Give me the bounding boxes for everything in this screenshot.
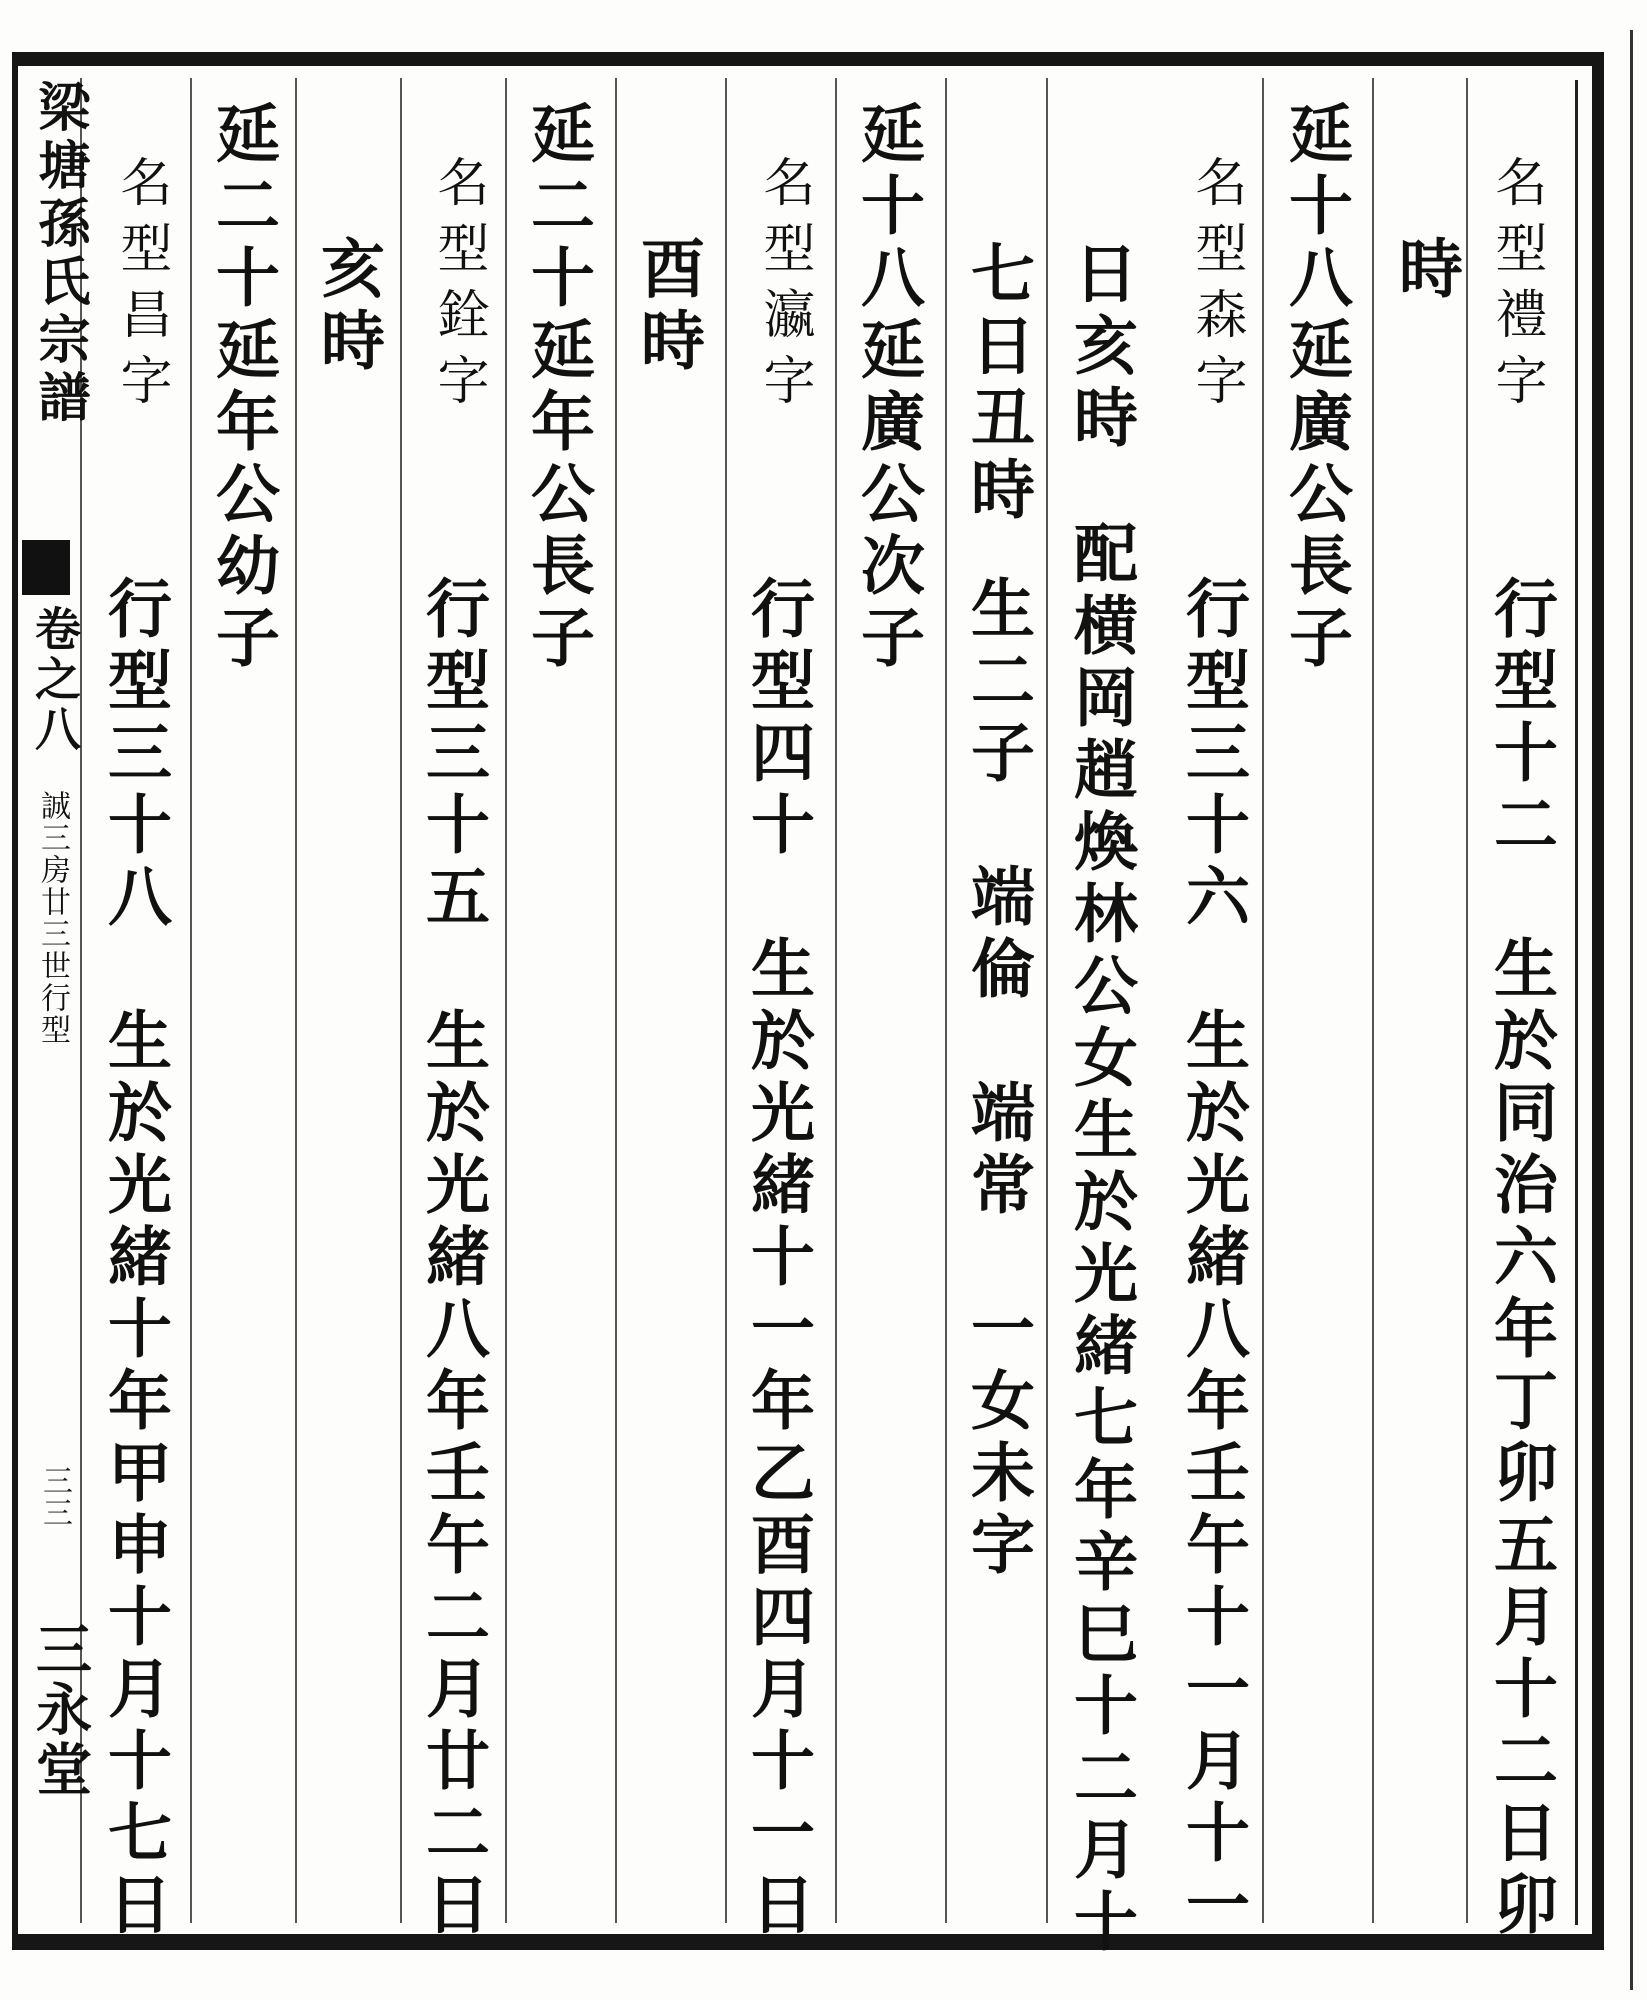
lineage-heading: 延十八延廣公長子 (1278, 100, 1353, 676)
frame-top-border (14, 52, 1602, 66)
section-label: 誠三房廿三世行型 (35, 790, 70, 1046)
column-rule (945, 78, 947, 1923)
column-rule (1046, 78, 1048, 1923)
lineage-heading: 延二十延年公幼子 (205, 100, 280, 676)
book-title: 梁塘孫氏宗譜 (29, 80, 90, 428)
column-rule (505, 78, 507, 1923)
entry-spouse-hour: 七日丑時 (960, 240, 1035, 528)
entry-name-quan: 名型銓字 (428, 155, 488, 419)
column-rule (725, 78, 727, 1923)
entry-hour-sen: 日亥時 (1063, 240, 1138, 456)
column-rule (295, 78, 297, 1923)
entry-birth-quan: 行型三十五 生於光緒八年壬午二月廿二日 (415, 575, 490, 1943)
fishtail-mark (22, 540, 70, 595)
entry-name-li: 名型禮字 (1486, 155, 1546, 419)
entry-name-ying: 名型瀛字 (754, 155, 814, 419)
entry-hour-li: 時 (1388, 235, 1463, 307)
entry-spouse-sen: 配横岡趙煥林公女生於光緒七年辛巳十二月十 (1063, 520, 1138, 1960)
column-rule (190, 78, 192, 1923)
page-edge-line (1630, 30, 1633, 1990)
column-rule (1466, 78, 1468, 1923)
lineage-heading: 延十八延廣公次子 (850, 100, 925, 676)
hall-name: 三永堂 (27, 1620, 93, 1800)
entry-birth-ying: 行型四十 生於光緒十一年乙酉四月十一日 (740, 575, 815, 1943)
entry-children-sen: 生二子 端倫 端常 一女未字 (960, 575, 1035, 1583)
column-rule (1372, 78, 1374, 1923)
column-rule (1262, 78, 1264, 1923)
entry-birth-sen: 行型三十六 生於光緒八年壬午十一月十一 (1175, 575, 1250, 1943)
column-rule (835, 78, 837, 1923)
frame-inner-rule (1575, 80, 1578, 1925)
entry-hour-ying: 酉時 (630, 235, 705, 379)
column-rule (400, 78, 402, 1923)
entry-name-chang: 名型昌字 (111, 155, 171, 419)
volume-label: 卷之八 (28, 605, 82, 755)
lineage-heading: 延二十延年公長子 (520, 100, 595, 676)
frame-right-border (1592, 52, 1604, 1950)
entry-birth-li: 行型十二 生於同治六年丁卯五月十二日卯 (1483, 575, 1558, 1943)
entry-birth-chang: 行型三十八 生於光緒十年甲申十月十七日 (97, 575, 172, 1943)
entry-name-sen: 名型森字 (1186, 155, 1246, 419)
column-rule (615, 78, 617, 1923)
page-number: 三三 (37, 1465, 72, 1529)
entry-hour-quan: 亥時 (310, 235, 385, 379)
